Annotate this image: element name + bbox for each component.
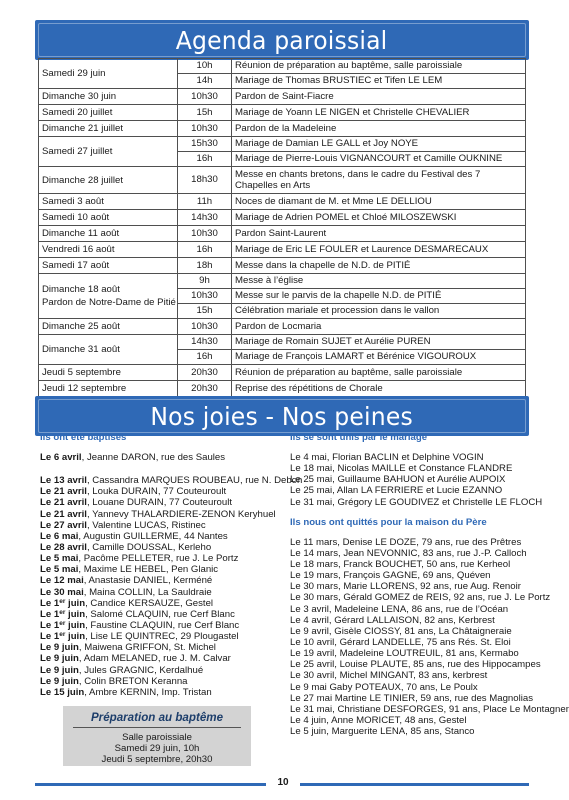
bapteme-name: , Candice KERSAUZE, Gestel [85, 597, 214, 609]
agenda-time: 15h [178, 304, 232, 319]
agenda-row [39, 335, 526, 350]
deces-entry: Le 4 juin, Anne MORICET, 48 ans, Gestel [290, 714, 467, 726]
agenda-row [39, 274, 526, 289]
bapteme-name: , Jules GRAGNIC, Kerdalhué [78, 664, 204, 676]
bapteme-name: , Augustin GUILLERME, 44 Nantes [78, 530, 228, 542]
agenda-row [39, 105, 526, 121]
bapteme-name: , Louane DURAIN, 77 Couteuroult [86, 497, 232, 509]
agenda-time: 15h [178, 105, 232, 121]
preparation-divider [73, 727, 241, 728]
bapteme-entry [40, 653, 276, 664]
agenda-date: Jeudi 5 septembre [39, 365, 178, 381]
bapteme-name: , Louka DURAIN, 77 Couteuroult [86, 486, 227, 498]
bapteme-entry [40, 587, 276, 598]
deces-entry: Le 5 juin, Marguerite LENA, 85 ans, Stanco [290, 726, 475, 738]
bapteme-date: Le 1er juin [40, 619, 86, 631]
agenda-event: Messe à l’église [232, 274, 526, 289]
bapteme-name: , Valentine LUCAS, Ristinec [86, 519, 206, 531]
agenda-date: Dimanche 25 août [39, 319, 178, 335]
ordinal-suffix: er [59, 608, 66, 616]
bapteme-entry [40, 631, 276, 642]
bapteme-entry [40, 687, 276, 698]
agenda-event: Célébration mariale et procession dans le vallon [232, 304, 526, 319]
agenda-date: Samedi 27 juillet [39, 137, 178, 167]
agenda-event: Réunion de préparation au baptême, salle paroissiale [232, 59, 526, 74]
bapteme-entry [40, 665, 276, 676]
agenda-time: 10h30 [178, 289, 232, 304]
bapteme-date: Le 13 avril [40, 475, 87, 487]
baptemes-heading: Ils ont été baptisés [40, 432, 127, 443]
bapteme-name: , Jeanne DARON, rue des Saules [81, 452, 226, 463]
agenda-time: 10h [178, 59, 232, 74]
agenda-time: 10h30 [178, 319, 232, 335]
agenda-date: Samedi 17 août [39, 258, 178, 274]
bapteme-date: Le 9 juin [40, 642, 79, 654]
mariage-entry: Le 25 mai, Guillaume BAHUON et Aurélie AUPOIX [290, 474, 506, 486]
agenda-event: Messe en chants bretons, dans le cadre du Festival des 7 Chapelles en Arts [232, 167, 526, 194]
agenda-event: Noces de diamant de M. et Mme LE DELLIOU [232, 194, 526, 210]
agenda-time: 14h [178, 74, 232, 89]
bapteme-name: , Camille DOUSSAL, Kerleho [86, 541, 212, 553]
bapteme-date: Le 1er juin [40, 631, 86, 643]
agenda-title: Agenda paroissial [176, 25, 388, 55]
bapteme-entry [40, 497, 276, 508]
agenda-time: 16h [178, 152, 232, 167]
bapteme-entry [40, 620, 276, 631]
baptemes-column [40, 432, 303, 698]
ordinal-suffix: er [59, 631, 66, 639]
baptemes-list [40, 452, 303, 698]
bapteme-name: , Lise LE QUINTREC, 29 Plougastel [85, 631, 239, 643]
agenda-row [39, 226, 526, 242]
bapteme-entry [40, 609, 276, 620]
agenda-row [39, 210, 526, 226]
preparation-line: Samedi 29 juin, 10h [114, 743, 200, 754]
agenda-date: Dimanche 30 juin [39, 89, 178, 105]
bapteme-name: , Adam MELANED, rue J. M. Calvar [78, 653, 231, 665]
agenda-event: Messe dans la chapelle de N.D. de PITIÉ [232, 258, 526, 274]
bapteme-entry [40, 486, 276, 497]
bapteme-entry [40, 598, 276, 609]
deces-entry: Le 27 mai Martine LE TINIER, 59 ans, rue des Magnolias [290, 692, 533, 704]
mariages-list [290, 452, 543, 508]
bapteme-name: , Maina COLLIN, La Sauldraie [83, 586, 212, 598]
agenda-row [39, 121, 526, 137]
agenda-date: Dimanche 31 août [39, 335, 178, 365]
agenda-date: Vendredi 16 août [39, 242, 178, 258]
bapteme-date: Le 12 mai [40, 575, 84, 587]
bapteme-date: Le 28 avril [40, 541, 87, 553]
bapteme-date: Le 21 avril [40, 508, 87, 520]
agenda-time: 16h [178, 242, 232, 258]
agenda-event: Mariage de Yoann LE NIGEN et Christelle CHEVALIER [232, 105, 526, 121]
deces-entry: Le 10 avril, Gérard LANDELLE, 75 ans Rés. St. Eloi [290, 636, 511, 648]
mariages-heading: Ils se sont unis par le mariage [290, 432, 428, 443]
mariage-entry: Le 4 mai, Florian BACLIN et Delphine VOGIN [290, 452, 484, 463]
deces-entry: Le 31 mai, Christiane DESFORGES, 91 ans, Place Le Montagner [290, 703, 569, 715]
preparation-line: Jeudi 5 septembre, 20h30 [101, 754, 213, 765]
bapteme-date: Le 30 mai [40, 586, 84, 598]
bapteme-entry [40, 553, 276, 564]
agenda-row [39, 167, 526, 194]
bapteme-entry [40, 520, 276, 531]
agenda-time: 18h [178, 258, 232, 274]
deces-entry: Le 30 avril, Michel MINGANT, 83 ans, kerbrest [290, 670, 488, 682]
bapteme-name: , Ambre KERNIN, Imp. Tristan [84, 686, 212, 698]
bapteme-entry [40, 452, 276, 463]
bapteme-date: Le 21 avril [40, 497, 87, 509]
ordinal-suffix: er [59, 597, 66, 605]
list-gap [40, 463, 276, 475]
bapteme-date: Le 9 juin [40, 653, 79, 665]
agenda-date: Jeudi 12 septembre [39, 381, 178, 397]
deces-entry: Le 19 mars, François GAGNE, 69 ans, Quéven [290, 570, 491, 582]
agenda-date: Dimanche 18 août Pardon de Notre-Dame de Pitié [39, 274, 178, 319]
bapteme-name: , Colin BRETON Keranna [78, 675, 188, 687]
agenda-date-subtitle: Pardon de Notre-Dame de Pitié [42, 297, 176, 308]
footer-rule-left [35, 783, 266, 786]
mariages-deces-column [290, 432, 569, 738]
agenda-row [39, 319, 526, 335]
deces-entry: Le 19 avril, Madeleine LOUTREUIL, 81 ans, Kermabo [290, 648, 519, 660]
agenda-event: Mariage de Eric LE FOULER et Laurence DESMARECAUX [232, 242, 526, 258]
agenda-event: Mariage de Adrien POMEL et Chloé MILOSZEWSKI [232, 210, 526, 226]
agenda-event: Mariage de Thomas BRUSTIEC et Tifen LE LEM [232, 74, 526, 89]
agenda-time: 16h [178, 350, 232, 365]
agenda-time: 20h30 [178, 365, 232, 381]
bapteme-date: Le 21 avril [40, 486, 87, 498]
deces-entry: Le 14 mars, Jean NEVONNIC, 83 ans, rue J.-P. Calloch [290, 547, 527, 559]
agenda-row [39, 381, 526, 397]
agenda-event: Reprise des répétitions de Chorale [232, 381, 526, 397]
joies-title: Nos joies - Nos peines [150, 401, 414, 431]
preparation-line: Salle paroissiale [122, 732, 192, 743]
agenda-event: Mariage de Pierre-Louis VIGNANCOURT et Camille OUKNINE [232, 152, 526, 167]
bapteme-entry [40, 509, 276, 520]
footer-rule-right [300, 783, 529, 786]
mariage-entry: Le 31 mai, Grégory LE GOUDIVEZ et Christelle LE FLOCH [290, 496, 543, 508]
bapteme-date: Le 27 avril [40, 519, 87, 531]
bapteme-name: , Salomé CLAQUIN, rue Cerf Blanc [85, 608, 235, 620]
agenda-row [39, 258, 526, 274]
mariage-entry: Le 18 mai, Nicolas MAILLE et Constance FLANDRE [290, 463, 513, 475]
deces-entry: Le 4 avril, Gérard LALLAISON, 82 ans, Kerbrest [290, 614, 495, 626]
bapteme-date: Le 1er juin [40, 597, 86, 609]
deces-entry: Le 9 mai Gaby POTEAUX, 70 ans, Le Poulx [290, 681, 478, 693]
bapteme-entry [40, 676, 276, 687]
bapteme-name: , Yannevy THALARDIERE-ZENON Keryhuel [86, 508, 276, 520]
agenda-event: Pardon Saint-Laurent [232, 226, 526, 242]
agenda-time: 10h30 [178, 89, 232, 105]
bapteme-name: , Maiwena GRIFFON, St. Michel [78, 642, 216, 654]
agenda-time: 11h [178, 194, 232, 210]
agenda-time: 14h30 [178, 210, 232, 226]
bapteme-date: Le 1er juin [40, 608, 86, 620]
bapteme-name: , Faustine CLAQUIN, rue Cerf Blanc [85, 619, 240, 631]
agenda-time: 14h30 [178, 335, 232, 350]
bapteme-entry [40, 564, 276, 575]
bapteme-entry [40, 475, 303, 487]
mariage-entry: Le 25 mai, Allan LA FERRIERE et Lucie EZANNO [290, 485, 503, 497]
agenda-time: 9h [178, 274, 232, 289]
agenda-event: Mariage de Damian LE GALL et Joy NOYE [232, 137, 526, 152]
agenda-date: Dimanche 28 juillet [39, 167, 178, 194]
deces-entry: Le 25 avril, Louise PLAUTE, 85 ans, rue des Hippocampes [290, 659, 541, 671]
bapteme-entry [40, 575, 276, 586]
bapteme-date: Le 15 juin [40, 686, 85, 698]
deces-entry: Le 3 avril, Madeleine LENA, 86 ans, rue de l’Océan [290, 603, 509, 615]
agenda-event: Réunion de préparation au baptême, salle paroissiale [232, 365, 526, 381]
bapteme-name: , Maxime LE HEBEL, Pen Glanic [78, 564, 219, 576]
agenda-event: Messe sur le parvis de la chapelle N.D. de PITIÉ [232, 289, 526, 304]
agenda-body [39, 59, 526, 397]
agenda-date: Samedi 3 août [39, 194, 178, 210]
deces-entry: Le 30 mars, Gérald GOMEZ de REIS, 92 ans, rue J. Le Portz [290, 592, 551, 604]
bapteme-name: , Pacôme PELLETER, rue J. Le Portz [78, 553, 239, 565]
agenda-date: Samedi 10 août [39, 210, 178, 226]
ordinal-suffix: er [59, 619, 66, 627]
agenda-date: Dimanche 21 juillet [39, 121, 178, 137]
joies-banner [35, 396, 529, 436]
bapteme-date: Le 6 mai [40, 530, 79, 542]
bapteme-date: Le 5 mai [40, 564, 79, 576]
agenda-row [39, 89, 526, 105]
agenda-event: Mariage de François LAMART et Bérénice VIGOUROUX [232, 350, 526, 365]
agenda-date: Samedi 20 juillet [39, 105, 178, 121]
agenda-event: Pardon de Saint-Fiacre [232, 89, 526, 105]
agenda-row [39, 137, 526, 152]
deces-entry: Le 18 mars, Franck BOUCHET, 50 ans, rue Kerheol [290, 558, 511, 570]
bapteme-date: Le 9 juin [40, 675, 79, 687]
agenda-time: 15h30 [178, 137, 232, 152]
agenda-banner [35, 20, 529, 60]
agenda-row [39, 242, 526, 258]
agenda-time: 10h30 [178, 121, 232, 137]
preparation-title: Préparation au baptême [90, 711, 224, 724]
deces-list [290, 536, 569, 738]
page-number: 10 [277, 777, 289, 788]
agenda-row [39, 194, 526, 210]
agenda-time: 18h30 [178, 167, 232, 194]
agenda-row [39, 365, 526, 381]
deces-entry: Le 11 mars, Denise LE DOZE, 79 ans, rue des Prêtres [290, 536, 522, 548]
bapteme-name: , Cassandra MARQUES ROUBEAU, rue N. Debon [86, 475, 303, 487]
deces-heading: Ils nous ont quittés pour la maison du Père [290, 516, 487, 528]
bapteme-entry [40, 642, 276, 653]
agenda-event: Pardon de Locmaria [232, 319, 526, 335]
deces-entry: Le 30 mars, Marie LLORENS, 92 ans, rue Aug. Renoir [290, 581, 521, 593]
bapteme-name: , Anastasie DANIEL, Kerméné [83, 575, 213, 587]
bapteme-date: Le 6 avril [40, 452, 82, 463]
bapteme-date: Le 9 juin [40, 664, 79, 676]
agenda-date: Dimanche 11 août [39, 226, 178, 242]
agenda-time: 20h30 [178, 381, 232, 397]
preparation-box [63, 706, 251, 766]
agenda-time: 10h30 [178, 226, 232, 242]
agenda-date: Samedi 29 juin [39, 59, 178, 89]
agenda-event: Pardon de la Madeleine [232, 121, 526, 137]
agenda-event: Mariage de Romain SUJET et Aurélie PUREN [232, 335, 526, 350]
agenda-row [39, 59, 526, 74]
bapteme-date: Le 5 mai [40, 553, 79, 565]
bapteme-entry [40, 542, 276, 553]
bapteme-entry [40, 531, 276, 542]
agenda-table [38, 58, 526, 397]
deces-entry: Le 9 avril, Gisèle CIOSSY, 81 ans, La Châtaigneraie [290, 625, 512, 637]
